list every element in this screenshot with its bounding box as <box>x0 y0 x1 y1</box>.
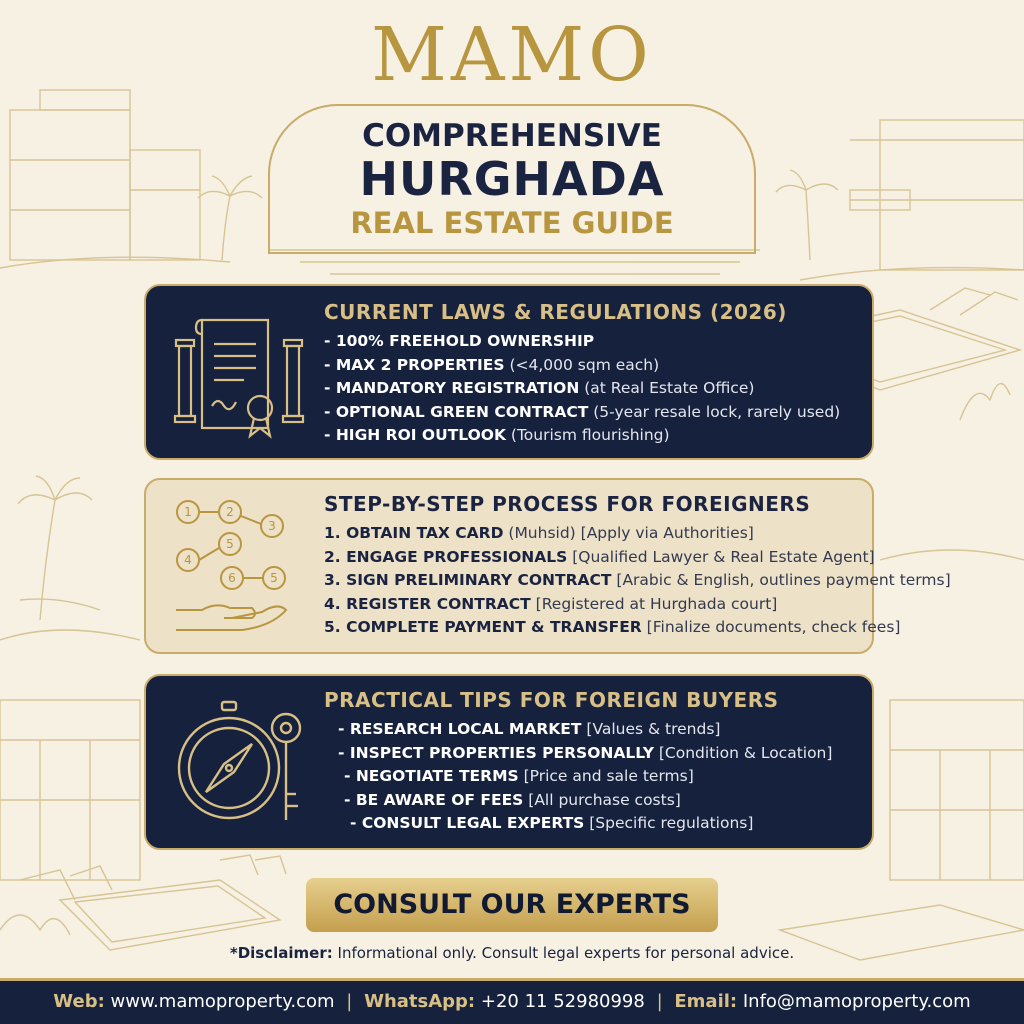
laws-title: CURRENT LAWS & REGULATIONS (2026) <box>324 300 787 324</box>
web-link[interactable]: www.mamoproperty.com <box>110 991 335 1012</box>
contact-footer <box>0 978 1024 1024</box>
list-item: 5. COMPLETE PAYMENT & TRANSFER [Finalize documents, check fees] <box>324 618 901 636</box>
list-item: 3. SIGN PRELIMINARY CONTRACT [Arabic & English, outlines payment terms] <box>324 571 951 589</box>
whatsapp-number[interactable]: +20 11 52980998 <box>480 991 645 1012</box>
consult-experts-button[interactable]: CONSULT OUR EXPERTS <box>306 878 718 932</box>
list-item: - NEGOTIATE TERMS [Price and sale terms] <box>344 767 694 785</box>
list-item: - MAX 2 PROPERTIES (<4,000 sqm each) <box>324 355 660 374</box>
svg-text:4: 4 <box>184 553 192 567</box>
tips-panel <box>144 674 874 850</box>
disclaimer-text: Informational only. Consult legal experts for personal advice. <box>337 944 795 962</box>
email-link[interactable]: Info@mamoproperty.com <box>742 991 971 1012</box>
list-item: - OPTIONAL GREEN CONTRACT (5-year resale lock, rarely used) <box>324 402 841 421</box>
web-label: Web: <box>53 991 105 1012</box>
email-label: Email: <box>674 991 738 1012</box>
svg-text:6: 6 <box>228 571 236 585</box>
title-line-2: HURGHADA <box>359 152 665 206</box>
list-item: 1. OBTAIN TAX CARD (Muhsid) [Apply via Authorities] <box>324 524 754 542</box>
list-item: - CONSULT LEGAL EXPERTS [Specific regulations] <box>350 814 754 832</box>
numbered-steps-hand-icon <box>172 498 306 634</box>
svg-text:3: 3 <box>268 519 276 533</box>
footer-separator: | <box>346 991 353 1012</box>
compass-key-icon <box>172 698 306 830</box>
svg-text:5: 5 <box>270 571 278 585</box>
list-item: - RESEARCH LOCAL MARKET [Values & trends] <box>338 720 721 738</box>
laws-list <box>324 330 840 448</box>
process-list <box>324 522 951 640</box>
list-item: - BE AWARE OF FEES [All purchase costs] <box>344 790 681 809</box>
tips-list <box>338 718 832 836</box>
whatsapp-label: WhatsApp: <box>364 991 476 1012</box>
svg-text:2: 2 <box>226 505 234 519</box>
disclaimer-label: *Disclaimer: <box>229 944 333 962</box>
list-item: - HIGH ROI OUTLOOK (Tourism flourishing) <box>324 426 670 444</box>
process-panel <box>144 478 951 654</box>
disclaimer <box>0 944 1024 962</box>
tips-title: PRACTICAL TIPS FOR FOREIGN BUYERS <box>324 688 779 712</box>
svg-text:5: 5 <box>226 537 234 551</box>
svg-text:1: 1 <box>184 505 192 519</box>
process-title: STEP-BY-STEP PROCESS FOR FOREIGNERS <box>324 492 811 516</box>
list-item: - 100% FREEHOLD OWNERSHIP <box>324 332 595 350</box>
title-line-3: REAL ESTATE GUIDE <box>350 206 674 240</box>
brand-logo: MAMO <box>371 12 653 98</box>
list-item: 4. REGISTER CONTRACT [Registered at Hurghada court] <box>324 594 778 613</box>
document-pillars-icon <box>172 310 306 440</box>
laws-panel <box>144 284 874 460</box>
list-item: 2. ENGAGE PROFESSIONALS [Qualified Lawyer & Real Estate Agent] <box>324 547 875 566</box>
title-line-1: COMPREHENSIVE <box>362 118 662 154</box>
footer-separator: | <box>656 991 663 1012</box>
list-item: - MANDATORY REGISTRATION (at Real Estate Office) <box>324 379 755 397</box>
list-item: - INSPECT PROPERTIES PERSONALLY [Condition & Location] <box>338 743 833 762</box>
